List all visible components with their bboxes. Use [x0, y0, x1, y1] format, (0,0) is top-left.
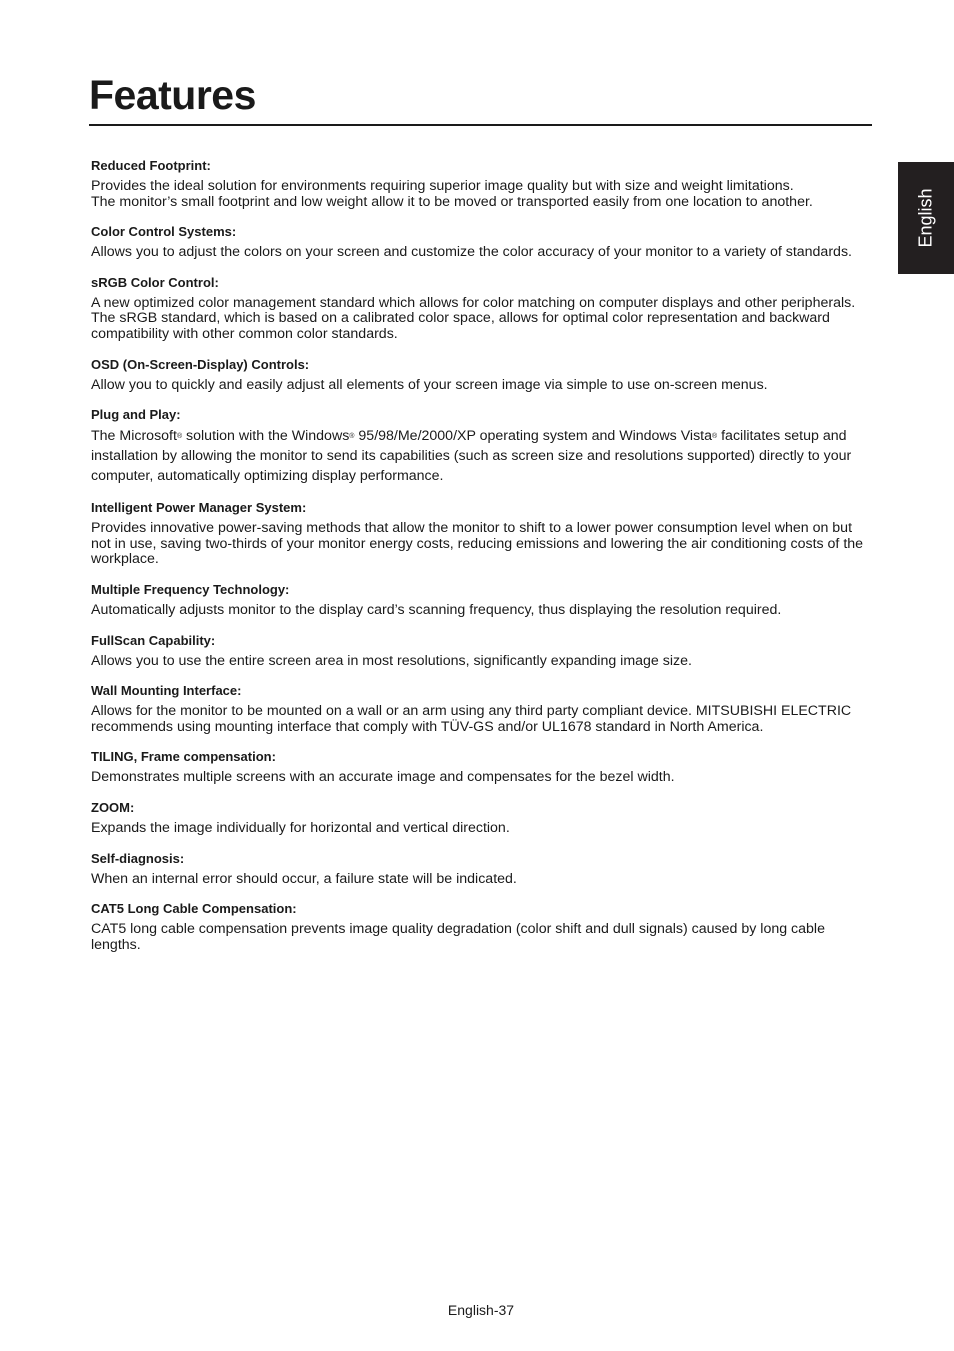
language-tab — [898, 162, 954, 274]
feature-srgb-color-control — [91, 272, 875, 343]
features-list — [91, 155, 875, 953]
feature-text-part: The Microsoft — [91, 428, 177, 445]
feature-description: CAT5 long cable compensation prevents image quality degradation (color shift and dull signals) caused by long cable lengths. — [91, 921, 825, 953]
feature-text-part: 95/98/Me/2000/XP operating system and Windows Vista — [354, 428, 712, 445]
feature-description: Allows for the monitor to be mounted on a wall or an arm using any third party compliant device. MITSUBISHI ELECTRIC recommends using mounting interface that comply with TÜV-GS and/or UL1678 standard in North America. — [91, 703, 852, 735]
page-number: English-37 — [447, 1302, 515, 1318]
registered-mark: ® — [712, 433, 718, 441]
feature-heading: TILING, Frame compensation: — [91, 749, 276, 765]
feature-heading: ZOOM: — [91, 799, 135, 815]
feature-fullscan — [91, 630, 875, 670]
feature-heading: Reduced Footprint: — [91, 158, 211, 173]
feature-description: Provides innovative power-saving methods that allow the monitor to shift to a lower power consumption level when on but not in use, saving two-thirds of your monitor energy costs, reducing emissions and lowering the air conditioning costs of the workplace. — [91, 520, 864, 568]
feature-heading: Intelligent Power Manager System: — [91, 500, 307, 516]
feature-description: Allows you to adjust the colors on your screen and customize the color accuracy of your monitor to a variety of standards. — [91, 244, 852, 261]
feature-description: Automatically adjusts monitor to the display card’s scanning frequency, thus displaying the resolution required. — [91, 601, 782, 618]
feature-wall-mounting — [91, 680, 875, 735]
feature-heading: Wall Mounting Interface: — [91, 683, 242, 699]
feature-description: When an internal error should occur, a failure state will be indicated. — [91, 870, 517, 887]
feature-heading: Color Control Systems: — [91, 224, 237, 240]
feature-multiple-frequency — [91, 579, 875, 619]
feature-text-part: facilitates setup and installation by allowing the monitor to send its capabilities (such as screen size and resolutions supported) directly to your computer, automatically optimizing display performance. — [91, 428, 852, 485]
language-tab-label: English — [915, 188, 936, 248]
feature-description — [91, 426, 875, 486]
feature-zoom — [91, 797, 875, 837]
feature-heading: OSD (On-Screen-Display) Controls: — [91, 356, 310, 372]
feature-description: Expands the image individually for horizontal and vertical direction. — [91, 819, 510, 836]
feature-intelligent-power-manager — [91, 497, 875, 568]
feature-heading: FullScan Capability: — [91, 632, 216, 648]
feature-description: A new optimized color management standard which allows for color matching on computer displays and other peripherals. The sRGB standard, which is based on a calibrated color space, allows for optimal color representation and backward compatibility with other common color standards. — [91, 294, 856, 342]
feature-heading: Plug and Play: — [91, 407, 181, 423]
feature-description — [91, 179, 875, 210]
feature-color-control-systems — [91, 221, 875, 261]
feature-description: Demonstrates multiple screens with an accurate image and compensates for the bezel width. — [91, 769, 675, 786]
feature-text-part: solution with the Windows — [182, 428, 350, 445]
feature-heading: sRGB Color Control: — [91, 274, 219, 290]
page-title: Features — [89, 72, 256, 118]
feature-self-diagnosis — [91, 848, 875, 888]
feature-text-line: Provides the ideal solution for environments requiring superior image quality but with size and weight limitations. — [91, 178, 794, 194]
feature-osd-controls — [91, 354, 875, 394]
feature-plug-and-play — [91, 404, 875, 486]
feature-heading: CAT5 Long Cable Compensation: — [91, 901, 297, 917]
registered-mark: ® — [176, 433, 183, 441]
feature-description: Allow you to quickly and easily adjust all elements of your screen image via simple to use on-screen menus. — [91, 376, 768, 393]
feature-heading: Multiple Frequency Technology: — [91, 581, 290, 597]
registered-mark: ® — [349, 433, 355, 441]
feature-reduced-footprint — [91, 155, 875, 210]
feature-heading: Self-diagnosis: — [91, 850, 185, 866]
feature-text-line: The monitor’s small footprint and low weight allow it to be moved or transported easily from one location to another. — [91, 193, 813, 210]
feature-cat5-cable-compensation — [91, 898, 875, 953]
feature-description: Allows you to use the entire screen area in most resolutions, significantly expanding image size. — [91, 652, 692, 669]
feature-tiling — [91, 746, 875, 786]
title-divider — [89, 124, 872, 126]
